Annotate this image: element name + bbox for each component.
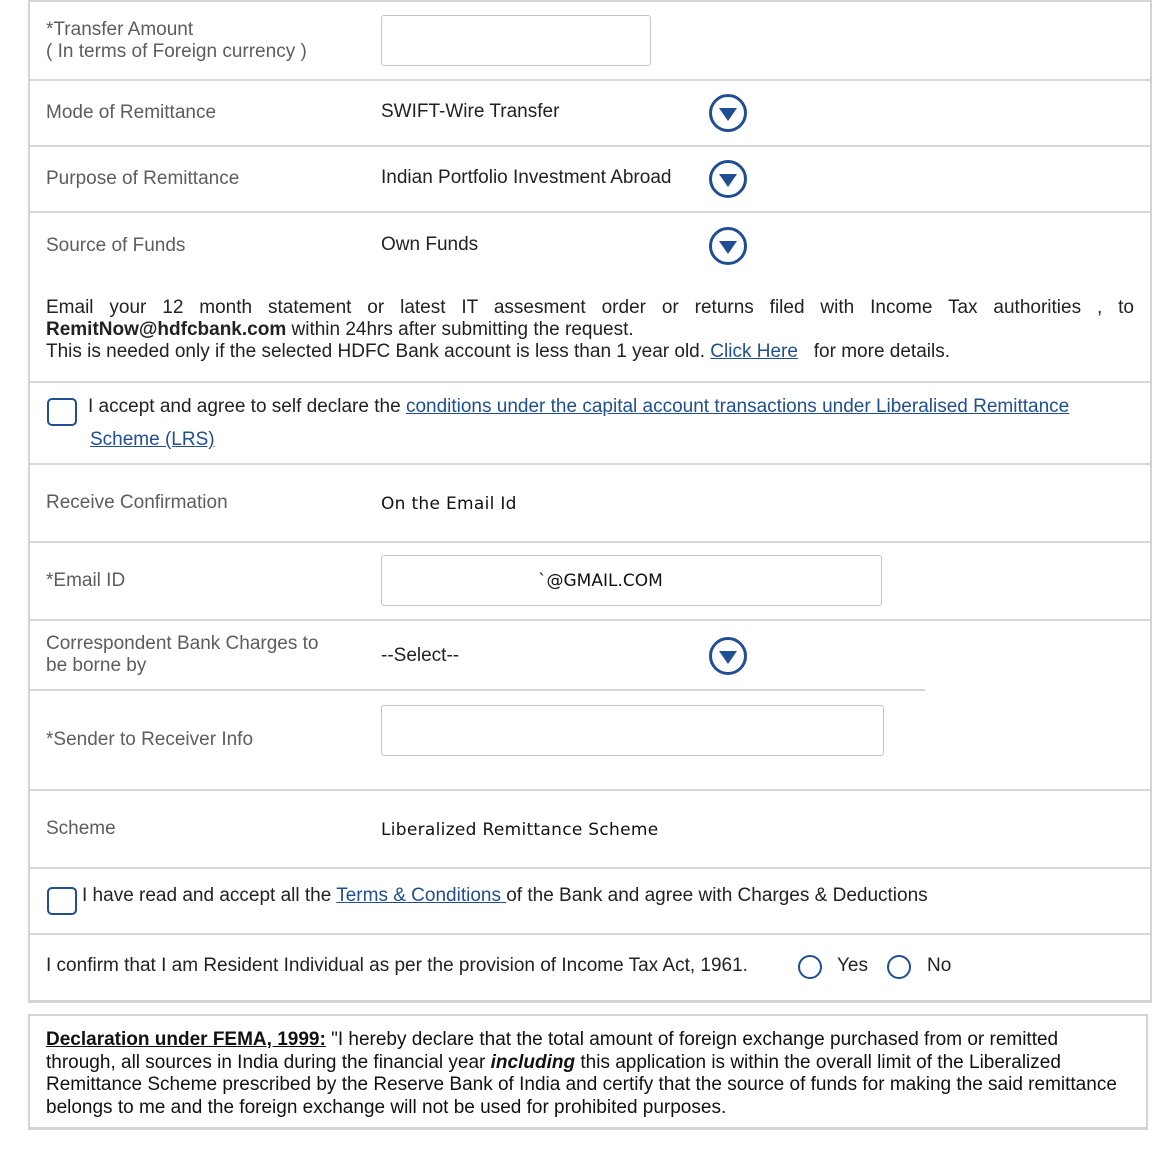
- fema-heading: Declaration under FEMA, 1999:: [46, 1029, 326, 1050]
- purpose-of-remittance-select[interactable]: Indian Portfolio Investment Abroad: [381, 167, 672, 188]
- row-divider: [30, 619, 1150, 621]
- resident-yes-radio[interactable]: [798, 955, 822, 979]
- row-divider: [30, 463, 1150, 465]
- chevron-down-circle-icon[interactable]: [708, 159, 748, 199]
- row-divider: [30, 381, 1150, 383]
- statement-email-notice: Email your 12 month statement or latest IT assesment order or returns filed with Income Tax authorities , to RemitNow@hdfcbank.com within 24hrs after submitting the request. This is needed only if the selected HDFC Bank account is less than 1 year old. Click Here for more details.: [46, 297, 1134, 362]
- row-divider: [30, 789, 1150, 791]
- email-id-label: *Email ID: [46, 570, 126, 591]
- lrs-conditions-link-line2[interactable]: Scheme (LRS): [90, 429, 215, 450]
- receive-confirmation-value: On the Email Id: [381, 494, 517, 514]
- remit-email-address: RemitNow@hdfcbank.com: [46, 319, 287, 340]
- row-divider: [30, 541, 1150, 543]
- receive-confirmation-label: Receive Confirmation: [46, 492, 228, 513]
- lrs-conditions-link[interactable]: conditions under the capital account transactions under Liberalised Remittance: [405, 396, 1070, 417]
- lrs-declaration-text: I accept and agree to self declare the conditions under the capital account transactions under Liberalised Remittance: [88, 396, 1070, 417]
- row-divider: [30, 689, 925, 691]
- chevron-down-circle-icon[interactable]: [708, 226, 748, 266]
- row-divider: [30, 211, 1150, 213]
- source-of-funds-select[interactable]: Own Funds: [381, 234, 479, 255]
- mode-of-remittance-select[interactable]: SWIFT-Wire Transfer: [381, 101, 560, 122]
- remittance-form: [28, 0, 1152, 1003]
- sender-receiver-info-input[interactable]: [381, 705, 884, 756]
- row-divider: [30, 933, 1150, 935]
- purpose-of-remittance-label: Purpose of Remittance: [46, 168, 240, 189]
- scheme-value: Liberalized Remittance Scheme: [381, 820, 659, 840]
- resident-no-label[interactable]: No: [927, 955, 952, 976]
- terms-checkbox[interactable]: [47, 887, 77, 915]
- terms-text: I have read and accept all the Terms & Conditions of the Bank and agree with Charges & Deductions: [82, 885, 928, 906]
- click-here-link[interactable]: Click Here: [710, 341, 798, 362]
- fema-declaration-text: Declaration under FEMA, 1999: "I hereby declare that the total amount of foreign exchange purchased from or remitted through, all sources in India during the financial year including this application is within the overall limit of the Liberalized Remittance Scheme prescribed by the Reserve Bank of India and certify that the source of funds for making the said remittance belongs to me and the foreign exchange will not be used for prohibited purposes.: [46, 1029, 1117, 1118]
- chevron-down-circle-icon[interactable]: [708, 93, 748, 133]
- row-divider: [30, 867, 1150, 869]
- correspondent-charges-label: Correspondent Bank Charges to be borne by: [46, 633, 319, 676]
- sender-receiver-info-label: *Sender to Receiver Info: [46, 729, 254, 750]
- transfer-amount-input[interactable]: [381, 15, 651, 66]
- resident-yes-label[interactable]: Yes: [837, 955, 868, 976]
- terms-conditions-link[interactable]: Terms & Conditions: [336, 885, 507, 906]
- row-divider: [30, 79, 1150, 81]
- correspondent-charges-select[interactable]: --Select--: [381, 645, 460, 666]
- row-divider: [30, 0, 1150, 2]
- transfer-amount-label: *Transfer Amount ( In terms of Foreign currency ): [46, 19, 307, 62]
- resident-no-radio[interactable]: [887, 955, 911, 979]
- chevron-down-circle-icon[interactable]: [708, 636, 748, 676]
- mode-of-remittance-label: Mode of Remittance: [46, 102, 217, 123]
- fema-declaration-panel: [28, 1014, 1148, 1130]
- email-id-input[interactable]: `@GMAIL.COM: [381, 555, 882, 606]
- row-divider: [30, 145, 1150, 147]
- scheme-label: Scheme: [46, 818, 116, 839]
- resident-confirm-text: I confirm that I am Resident Individual as per the provision of Income Tax Act, 1961.: [46, 955, 748, 976]
- source-of-funds-label: Source of Funds: [46, 235, 186, 256]
- lrs-declaration-checkbox[interactable]: [47, 398, 77, 426]
